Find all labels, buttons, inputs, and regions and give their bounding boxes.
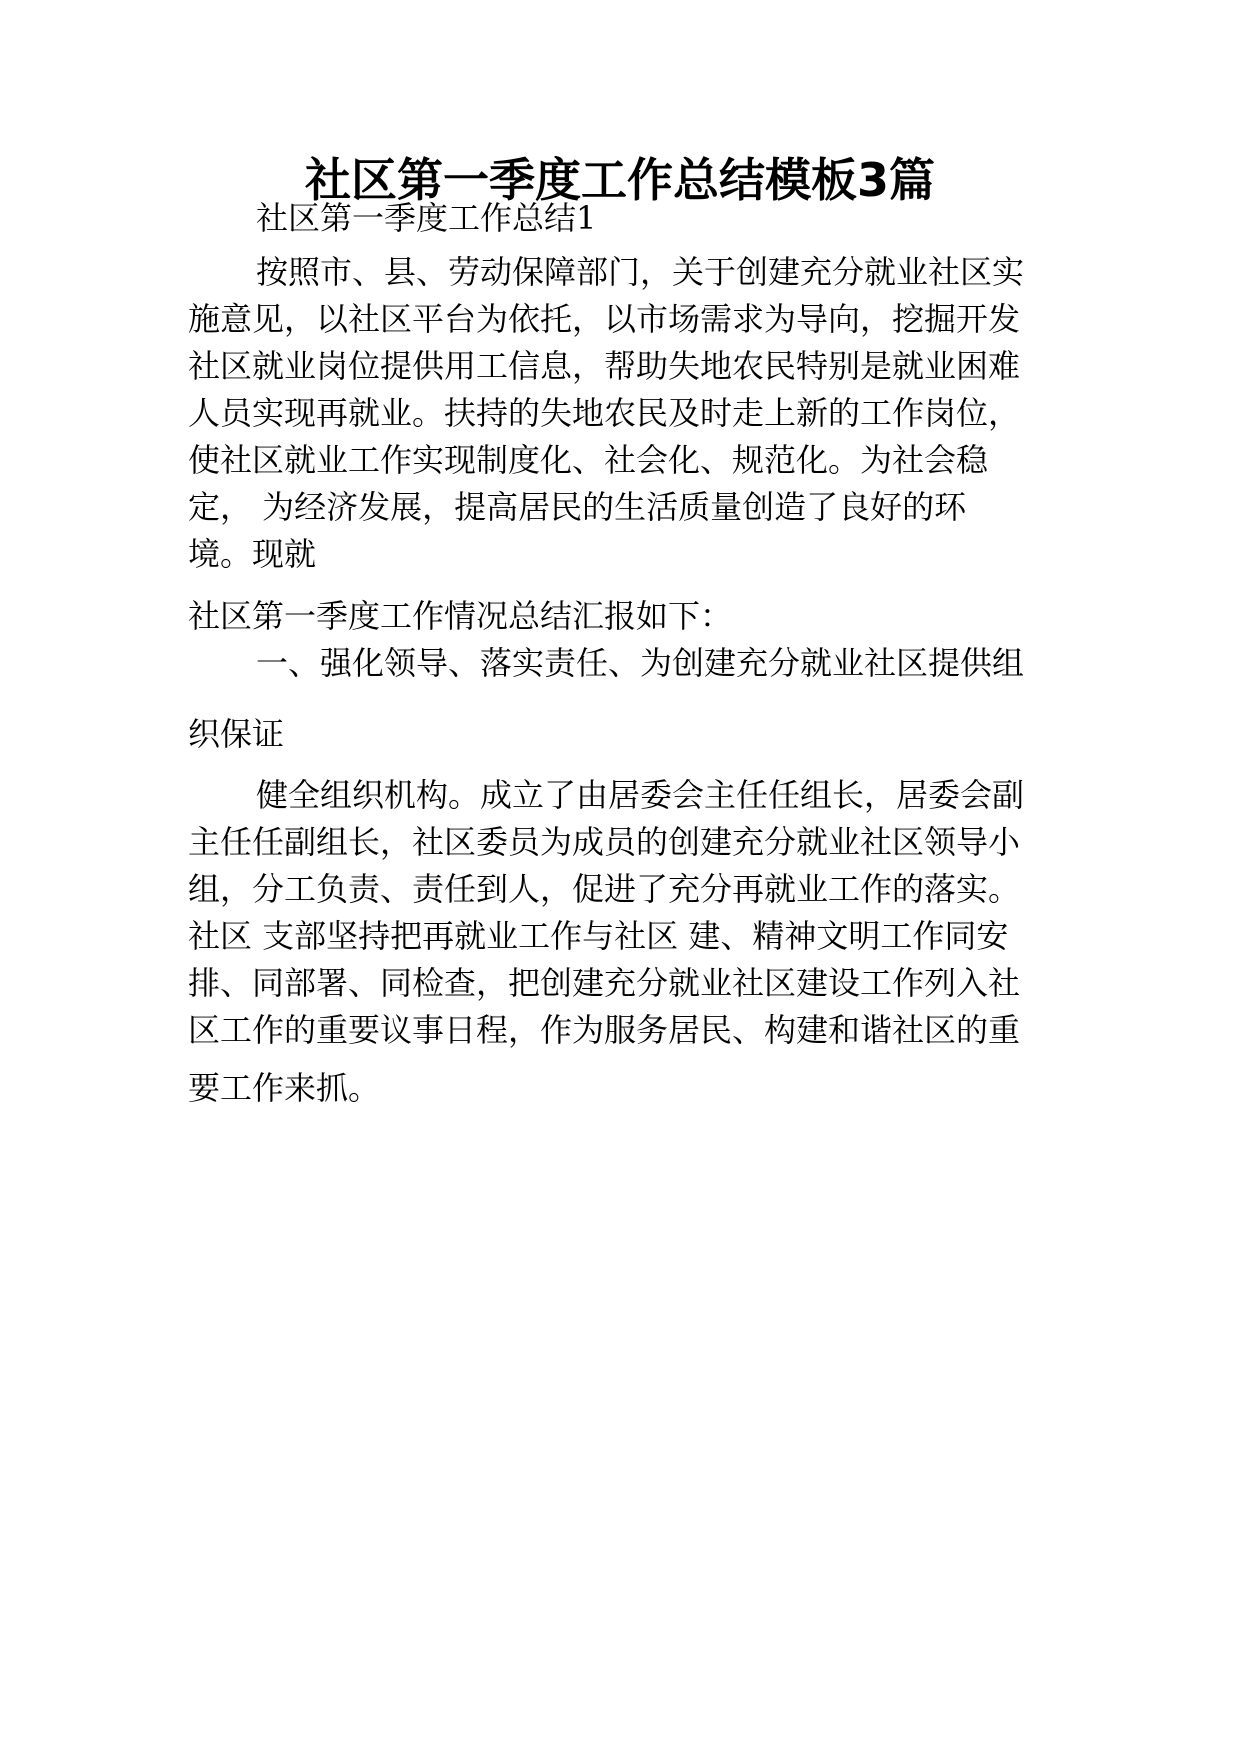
section-subtitle: 社区第一季度工作总结1 <box>256 199 597 237</box>
paragraph-line: 使社区就业工作实现制度化、社会化、规范化。为社会稳 <box>188 441 989 479</box>
paragraph-line: 施意见，以社区平台为依托，以市场需求为导向，挖掘开发 <box>188 300 1021 338</box>
paragraph-line: 定， 为经济发展，提高居民的生活质量创造了良好的环 <box>188 488 967 526</box>
paragraph-line: 境。现就 <box>188 535 317 573</box>
paragraph-line: 组，分工负责、责任到人，促进了充分再就业工作的落实。 <box>188 870 1021 908</box>
paragraph-line: 社区 支部坚持把再就业工作与社区 建、精神文明工作同安 <box>188 917 1009 955</box>
paragraph-line: 社区就业岗位提供用工信息，帮助失地农民特别是就业困难 <box>188 347 1021 385</box>
paragraph-line: 区工作的重要议事日程，作为服务居民、构建和谐社区的重 <box>188 1011 1021 1049</box>
paragraph-line: 主任任副组长，社区委员为成员的创建充分就业社区领导小 <box>188 823 1021 861</box>
paragraph-line: 社区第一季度工作情况总结汇报如下： <box>188 597 733 635</box>
section-heading-cont: 织保证 <box>188 715 285 753</box>
paragraph-line: 要工作来抓。 <box>188 1069 381 1107</box>
paragraph-line: 按照市、县、劳动保障部门，关于创建充分就业社区实 <box>256 253 1025 291</box>
paragraph-line: 人员实现再就业。扶持的失地农民及时走上新的工作岗位， <box>188 394 1021 432</box>
paragraph-line: 健全组织机构。成立了由居委会主任任组长，居委会副 <box>256 776 1025 814</box>
document-title: 社区第一季度工作总结模板3篇 <box>304 153 935 207</box>
section-heading: 一、强化领导、落实责任、为创建充分就业社区提供组 <box>256 644 1025 682</box>
paragraph-line: 排、同部署、同检查，把创建充分就业社区建设工作列入社 <box>188 964 1021 1002</box>
